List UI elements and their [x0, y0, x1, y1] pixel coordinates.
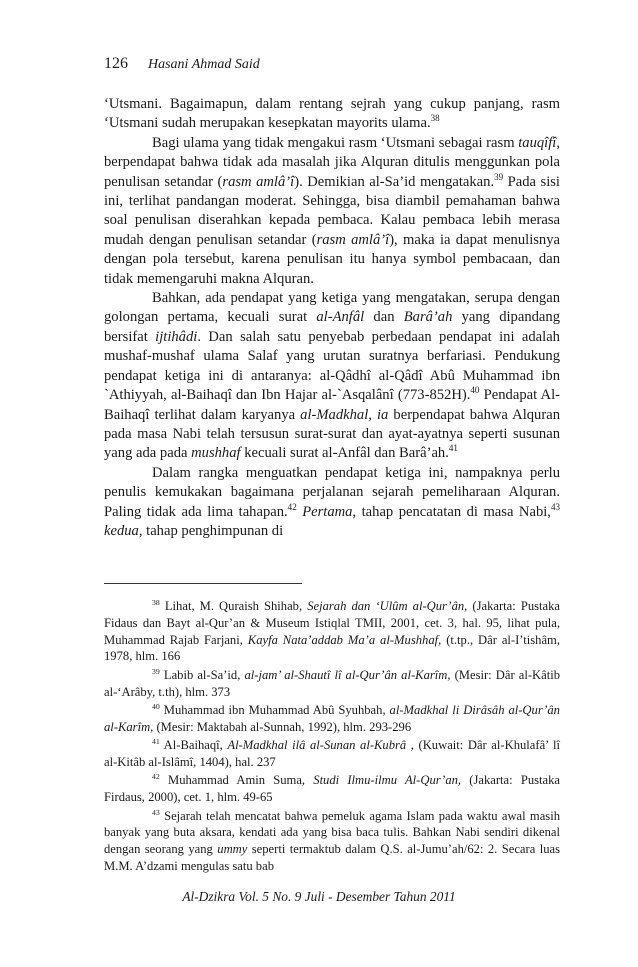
text-run: Bahkan, ada pendapat yang ketiga yang mengatakan, serupa dengan golongan pertama, kecuali surat	[104, 290, 560, 326]
text-run: kecuali surat al-Anfâl dan Barâ’ah.	[240, 445, 449, 462]
italic-text: kedua,	[104, 522, 143, 539]
footnote-marker: 39	[494, 171, 504, 182]
italic-text: Al-Madkhal ilâ al-Sunan al-Kubrâ ,	[227, 738, 414, 753]
text-run: yang dipandang bersifat	[104, 309, 560, 345]
italic-text: rasm amlâ’î	[316, 231, 390, 248]
italic-text: Studi Ilmu-ilmu Al-Qur’an,	[313, 773, 462, 788]
text-run: tahap penghimpunan di	[142, 522, 284, 539]
page-header	[104, 55, 544, 77]
italic-text: al-Madkhal li Dirâsâh al-Qur’ân al-Karîm,	[104, 702, 560, 734]
footnote-marker: 42	[152, 772, 160, 782]
footnote-43	[104, 808, 560, 875]
text-run: Lihat, M. Quraish Shihab,	[159, 599, 308, 613]
footnote-marker: 40	[470, 385, 480, 396]
footnote-marker: 38	[152, 597, 160, 607]
footnote-40	[104, 702, 560, 736]
text-run: Pendapat Al-Baihaqî terlihat dalam karyanya	[104, 387, 560, 423]
footnote-marker: 43	[550, 501, 560, 512]
body-paragraph-2	[104, 134, 560, 289]
footnote-38	[104, 598, 560, 665]
body-text	[104, 95, 560, 541]
text-run: ‘Utsmani. Bagaimapun, dalam rentang sejrah yang cukup panjang, rasm ‘Utsmani sudah merupakan kesepkatan mayorits ulama.	[104, 96, 560, 132]
italic-text: Sejarah dan ‘Ulûm al-Qur’ân,	[307, 599, 468, 613]
text-run: (Jakarta: Pustaka Fidaus dan Bayt al-Qur’an & Museum Istiqlal TMII, 2001, cet. 3, hal. 95, lihat pula, Muhammad Rajab Farjani,	[104, 599, 561, 647]
italic-text: Barâ’ah	[403, 309, 453, 326]
text-run: dan	[364, 309, 404, 326]
italic-text: ummy	[217, 842, 248, 857]
italic-text: mushhaf	[191, 445, 241, 462]
italic-text: rasm amlâ’î	[222, 173, 295, 190]
text-run: (Mesir: Maktabah al-Sunnah, 1992), hlm. 293-296	[153, 719, 412, 734]
footnote-marker: 38	[430, 113, 440, 124]
footnote-39	[104, 667, 560, 701]
text-run: (Jakarta: Pustaka Firdaus, 2000), cet. 1, hlm. 49-65	[104, 773, 560, 805]
footnote-separator	[104, 583, 302, 584]
footnotes	[104, 598, 560, 876]
footnote-marker: 41	[448, 443, 458, 454]
page-footer: Al-Dzikra Vol. 5 No. 9 Juli - Desember Tahun 2011	[182, 889, 456, 904]
text-run: (Kuwait: Dâr al-Khulafâ’ lî al-Kitâb al-Islâmî, 1404), hal. 237	[104, 738, 560, 769]
footnote-42	[104, 772, 560, 806]
body-paragraph-4	[104, 464, 560, 542]
text-run: berpendapat bahwa Alquran pada masa Nabi telah tersusun surat-surat dan ayat-ayatnya seperti susunan yang ada pada	[104, 406, 560, 462]
text-run: Bagi ulama yang tidak mengakui rasm ‘Utsmani sebagai rasm	[152, 134, 519, 151]
text-run: Labib al-Sa’id,	[159, 667, 245, 682]
text-run: (Mesir: Dâr al-Kâtib al-‘Arâby, t.th), hlm. 373	[104, 667, 560, 699]
page-number: 126	[104, 55, 128, 72]
text-run: Sejarah telah mencatat bahwa pemeluk agama Islam pada waktu awal masih banyak yang buta aksara, kendati ada yang bisa baca tulis. Bahkan Nabi sendiri dikenal dengan seorang yang	[104, 808, 560, 857]
italic-text: tauqîfî	[518, 134, 557, 151]
text-run: Dalam rangka menguatkan pendapat ketiga ini, nampaknya perlu penulis kemukakan bagaimana perjalanan sejarah pemeliharaan Alquran. Paling tidak ada lima tahapan.	[104, 464, 560, 520]
footnote-marker: 39	[152, 666, 160, 676]
text-run: Pada sisi ini, terlihat pandangan moderat. Sehingga, bisa diambil pemahaman bahwa soal penulisan diserahkan kepada pembaca. Kalau pembaca lebih merasa mudah dengan penulisan setandar (	[104, 173, 560, 248]
text-run: ). Demikian al-Sa’id mengatakan.	[294, 173, 495, 190]
italic-text: Pertama	[302, 503, 353, 520]
footnote-marker: 40	[152, 701, 160, 711]
italic-text: Kayfa Nata’addab Ma’a al-Mushhaf,	[247, 632, 442, 647]
text-run: , berpendapat bahwa tidak ada masalah jika Alquran ditulis menggunkan pola penulisan setandar (	[104, 134, 560, 190]
text-run: Al-Baihaqî,	[159, 738, 228, 753]
text-run: . Dan salah satu penyebab perbedaan pendapat ini adalah mushaf-mushaf ulama Salaf yang urutan suratnya berfariasi. Pendukung pendapat ketiga ini di antaranya: al-Qâdhî al-Qâdî Abû Muhammad ibn `Athiyyah, al-Baihaqî dan Ibn Hajar al-`Asqalânî (773-852H).	[104, 328, 560, 404]
footnote-41	[104, 737, 560, 771]
text-run: seperti termaktub dalam Q.S. al-Jumu’ah/62: 2. Secara luas M.M. A’dzami mengulas satu bab	[104, 842, 560, 873]
text-run: , tahap pencatatan di masa Nabi,	[352, 503, 551, 520]
italic-text: al-Madkhal, ia	[300, 406, 389, 423]
body-paragraph-3	[104, 289, 560, 464]
text-run: ), maka ia dapat menulisnya dengan pola tersebut, karena penulisan itu hanya symbol pembacaan, dan tidak memengaruhi makna Alquran.	[104, 231, 560, 287]
italic-text: al-jam’ al-Shautî lî al-Qur’ân al-Karîm,	[244, 667, 451, 682]
footnote-marker: 41	[152, 736, 160, 746]
text-run: (t.tp., Dâr al-I’tishâm, 1978, hlm. 166	[104, 632, 560, 664]
running-head-author: Hasani Ahmad Said	[148, 57, 260, 72]
text-run: Muhammad Amin Suma,	[159, 773, 314, 788]
body-paragraph-1	[104, 95, 560, 134]
text-run: Muhammad ibn Muhammad Abû Syuhbah,	[159, 702, 390, 717]
italic-text: ijtihâdi	[155, 328, 198, 345]
footnote-marker: 43	[152, 807, 160, 817]
footnote-marker: 42	[287, 501, 297, 512]
italic-text: al-Anfâl	[316, 309, 365, 326]
